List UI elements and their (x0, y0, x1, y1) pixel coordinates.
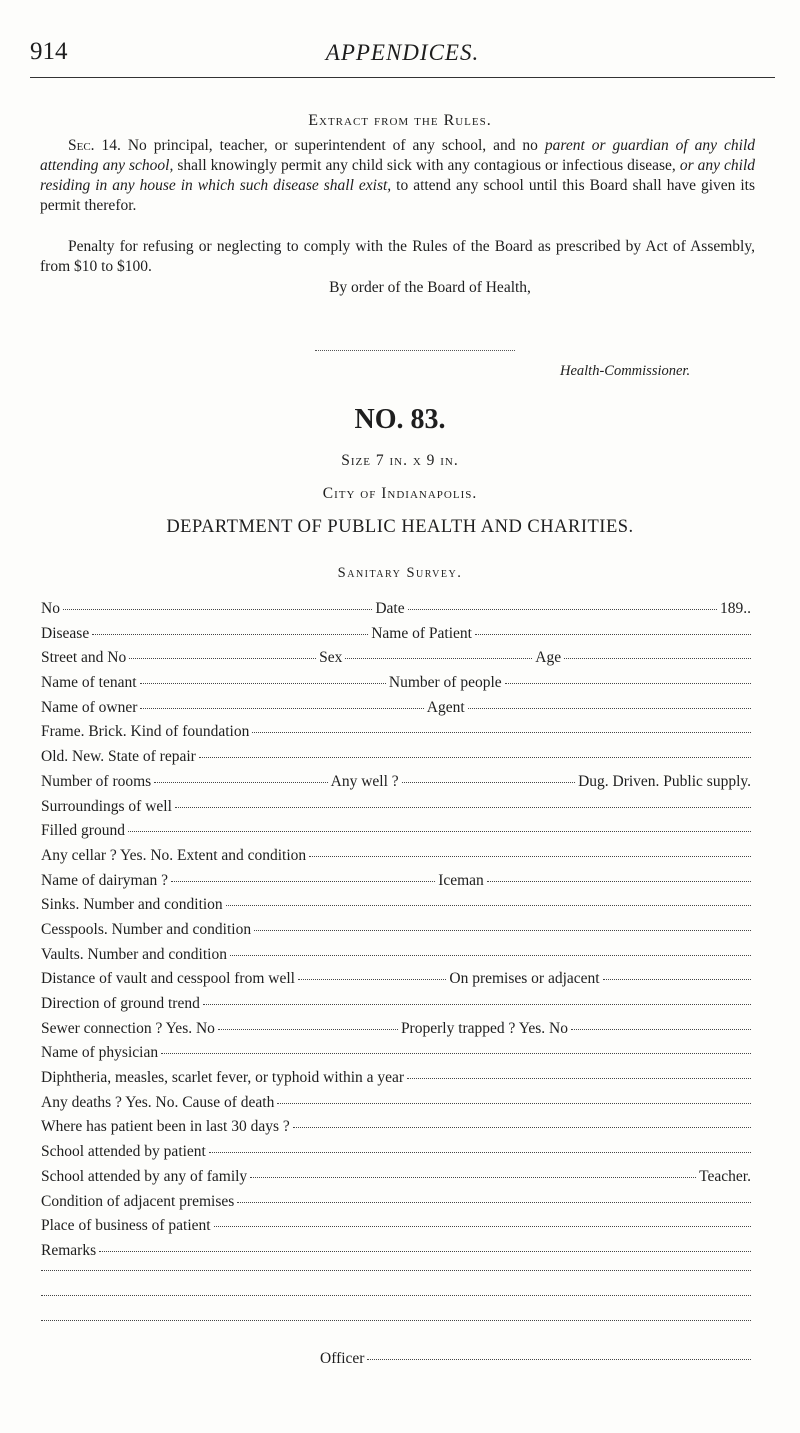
form-field-row (41, 723, 751, 748)
form-field-label: On premises or adjacent (449, 970, 600, 988)
fill-in-dotted-line[interactable] (129, 657, 316, 659)
form-field-label: Where has patient been in last 30 days ? (41, 1118, 290, 1136)
fill-in-dotted-line[interactable] (564, 657, 751, 659)
form-field-label: Surroundings of well (41, 797, 172, 815)
form-field-label: Iceman (438, 871, 484, 889)
form-field-label: Name of physician (41, 1044, 159, 1062)
page-number: 914 (30, 38, 68, 65)
officer-label: Officer (320, 1350, 365, 1367)
form-field-label: Direction of ground trend (41, 995, 200, 1012)
fill-in-dotted-line[interactable] (140, 707, 423, 709)
fill-in-dotted-line[interactable] (214, 1225, 751, 1227)
rule-text-1: No principal, teacher, or superintendent of any school, and no (127, 137, 538, 154)
form-field-row (41, 847, 751, 872)
rule-text-3: to attend any school until this Board shall have given its permit therefor. (40, 177, 756, 214)
form-field-row (41, 699, 751, 724)
fill-in-dotted-line[interactable] (402, 781, 575, 783)
form-field-label: Name of Patient (371, 624, 472, 642)
form-field-row (41, 1193, 751, 1218)
form-field-label: Agent (426, 698, 465, 716)
fill-in-dotted-line[interactable] (199, 756, 751, 758)
form-field-row (41, 1044, 751, 1069)
form-field-label: Any cellar ? Yes. No. Extent and condition (41, 846, 307, 864)
fill-in-dotted-line[interactable] (237, 1201, 751, 1203)
fill-in-dotted-line[interactable] (161, 1052, 751, 1054)
form-field-label: Sinks. Number and condition (41, 896, 223, 914)
signature-dotted-line (315, 350, 515, 351)
form-field-row (41, 600, 751, 625)
fill-in-dotted-line[interactable] (475, 633, 751, 635)
sanitary-survey-form (41, 600, 751, 1267)
form-field-row (41, 1094, 751, 1119)
form-city: City of Indianapolis. (322, 485, 478, 502)
form-field-row (41, 625, 751, 650)
blank-dotted-line (41, 1270, 751, 1271)
fill-in-dotted-line[interactable] (603, 978, 751, 980)
form-field-row (41, 946, 751, 971)
fill-in-dotted-line[interactable] (252, 731, 751, 733)
form-field-label: Remarks (41, 1241, 97, 1259)
form-field-row (41, 1217, 751, 1242)
fill-in-dotted-line[interactable] (203, 1003, 751, 1005)
form-field-row (41, 748, 751, 773)
form-field-row (41, 1242, 751, 1267)
form-field-label: Teacher. (699, 1167, 751, 1185)
blank-dotted-line (41, 1320, 751, 1321)
form-field-label: Any well ? (330, 772, 399, 790)
form-field-label: Sewer connection ? Yes. No (41, 1019, 215, 1037)
form-field-label: Frame. Brick. Kind of foundation (41, 723, 250, 741)
form-field-label: 189.. (720, 600, 751, 617)
fill-in-dotted-line[interactable] (230, 954, 751, 956)
rule-italic-1: parent or guardian of any child attending any school, (40, 137, 755, 174)
fill-in-dotted-line[interactable] (468, 707, 751, 709)
section-label: Sec. 14. (68, 137, 121, 154)
form-field-label: Place of business of patient (41, 1217, 211, 1235)
rule-paragraph (40, 136, 755, 216)
form-field-label: Condition of adjacent premises (41, 1192, 235, 1210)
fill-in-dotted-line[interactable] (209, 1151, 751, 1153)
blank-dotted-line (41, 1295, 751, 1296)
form-field-row (41, 1143, 751, 1168)
form-field-label: Vaults. Number and condition (41, 945, 227, 963)
form-field-row (41, 1118, 751, 1143)
fill-in-dotted-line[interactable] (345, 657, 532, 659)
fill-in-dotted-line[interactable] (140, 682, 386, 684)
fill-in-dotted-line[interactable] (154, 781, 327, 783)
fill-in-dotted-line[interactable] (407, 1077, 751, 1079)
form-field-label: Age (535, 649, 562, 667)
form-field-row (41, 649, 751, 674)
header-rule (30, 77, 775, 78)
fill-in-dotted-line[interactable] (487, 880, 751, 882)
fill-in-dotted-line[interactable] (571, 1028, 751, 1030)
extract-title: Extract from the Rules. (308, 112, 492, 129)
form-field-label: Properly trapped ? Yes. No (400, 1019, 568, 1037)
form-field-label: School attended by patient (41, 1143, 206, 1161)
form-field-row (41, 872, 751, 897)
form-field-label: Any deaths ? Yes. No. Cause of death (41, 1093, 275, 1111)
officer-line (320, 1350, 751, 1368)
fill-in-dotted-line[interactable] (309, 855, 751, 857)
form-field-label: Distance of vault and cesspool from well (41, 970, 295, 988)
form-field-label: Disease (41, 624, 90, 642)
form-field-row (41, 1020, 751, 1045)
form-field-label: Number of rooms (41, 772, 152, 790)
fill-in-dotted-line[interactable] (63, 608, 372, 610)
form-field-row (41, 896, 751, 921)
form-field-label: Street and No (41, 649, 127, 667)
fill-in-dotted-line[interactable] (505, 682, 751, 684)
form-field-row (41, 1069, 751, 1094)
fill-in-dotted-line[interactable] (277, 1102, 751, 1104)
page-header (30, 38, 775, 78)
fill-in-dotted-line[interactable] (171, 880, 435, 882)
fill-in-dotted-line[interactable] (250, 1176, 696, 1178)
survey-subtitle: Sanitary Survey. (337, 565, 463, 581)
fill-in-dotted-line[interactable] (293, 1126, 751, 1128)
rule-italic-2: or any child residing in any house in which such disease shall exist, (40, 157, 756, 194)
fill-in-dotted-line[interactable] (218, 1028, 398, 1030)
rule-text-2: shall knowingly permit any child sick with any contagious or infectious disease, (177, 157, 676, 174)
form-field-label: Name of owner (41, 698, 138, 716)
form-field-label: Name of dairyman ? (41, 871, 168, 889)
form-field-label: Name of tenant (41, 674, 137, 692)
form-field-label: Cesspools. Number and condition (41, 920, 252, 938)
form-number: NO. 83. (354, 404, 446, 435)
fill-in-dotted-line[interactable] (408, 608, 717, 610)
form-field-row (41, 921, 751, 946)
fill-in-dotted-line[interactable] (175, 806, 751, 808)
fill-in-dotted-line[interactable] (226, 904, 751, 906)
form-field-row (41, 995, 751, 1020)
form-field-row (41, 773, 751, 798)
running-title: APPENDICES. (325, 40, 480, 65)
form-field-label: Filled ground (41, 822, 125, 840)
penalty-paragraph: Penalty for refusing or neglecting to comply with the Rules of the Board as prescribed by Act of Assembly, from $10 to $100. (40, 238, 755, 275)
form-field-row (41, 674, 751, 699)
fill-in-dotted-line[interactable] (254, 929, 751, 931)
form-field-row (41, 822, 751, 847)
form-field-row (41, 1168, 751, 1193)
form-field-label: Number of people (388, 674, 502, 692)
form-field-row (41, 970, 751, 995)
fill-in-dotted-line[interactable] (92, 633, 368, 635)
fill-in-dotted-line[interactable] (99, 1250, 751, 1252)
form-field-label: Sex (319, 649, 343, 667)
form-field-label: School attended by any of family (41, 1167, 248, 1185)
form-field-label: Date (375, 600, 405, 617)
by-order-line: By order of the Board of Health, (329, 279, 531, 296)
form-field-label: No (41, 600, 60, 617)
form-field-label: Dug. Driven. Public supply. (578, 772, 751, 790)
form-size: Size 7 in. x 9 in. (341, 452, 459, 469)
department-title: DEPARTMENT OF PUBLIC HEALTH AND CHARITIES. (166, 517, 634, 537)
fill-in-dotted-line[interactable] (128, 830, 751, 832)
form-field-label: Old. New. State of repair (41, 748, 196, 766)
form-field-label: Diphtheria, measles, scarlet fever, or typhoid within a year (41, 1069, 405, 1087)
health-commissioner-signature: Health-Commissioner. (560, 363, 691, 379)
fill-in-dotted-line[interactable] (298, 978, 446, 980)
form-field-row (41, 798, 751, 823)
